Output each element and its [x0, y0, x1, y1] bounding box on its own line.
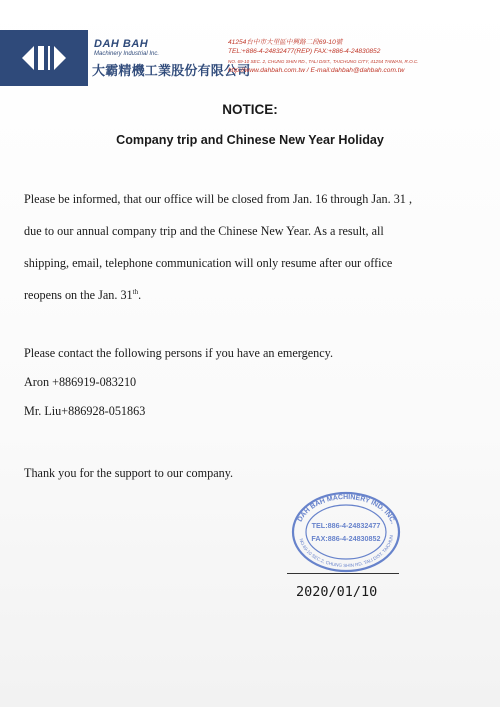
body-line-2: due to our annual company trip and the Chinese New Year. As a result, all: [24, 224, 384, 238]
notice-subtitle: Company trip and Chinese New Year Holiday: [116, 133, 384, 147]
notice-date: 2020/01/10: [296, 584, 378, 600]
seal-fax: FAX:886-4-24830852: [311, 534, 381, 543]
company-name-en: DAH BAH: [94, 38, 149, 50]
company-seal-stamp: [290, 490, 402, 574]
company-subtitle: Machinery Industrial Inc.: [94, 51, 160, 57]
company-name-cn: 大霸精機工業股份有限公司: [92, 64, 251, 79]
notice-title: NOTICE:: [222, 102, 278, 117]
address-en: NO. 69-10 SEC. 2, CHUNG SHIN RD., TALI DIST., TAICHUNG CITY, 41254 TAIWAN, R.O.C.: [228, 58, 419, 64]
letterhead-contact: [228, 38, 490, 76]
body-line-4-text: reopens on the Jan. 31: [24, 288, 133, 303]
closing-text: Thank you for the support to our company.: [24, 466, 234, 480]
db-logo-icon: [18, 42, 70, 74]
tel-fax: TEL:+886-4-24832477(REP) FAX:+886-4-24830852: [228, 48, 381, 56]
seal-ring-text: DAH BAH MACHINERY IND. INC.: [296, 494, 397, 525]
company-logo: [0, 30, 88, 86]
body-line-4: [24, 288, 141, 303]
web-email: http://www.dahbah.com.tw / E-mail:dahbah@dahbah.com.tw: [228, 67, 405, 75]
body-line-1: Please be informed, that our office will be closed from Jan. 16 through Jan. 31 ,: [24, 192, 412, 206]
ordinal-suffix: th: [132, 288, 139, 296]
contact-liu: Mr. Liu+886928-051863: [24, 404, 146, 418]
signature-line: [287, 573, 399, 574]
emergency-text: Please contact the following persons if you have an emergency.: [24, 346, 333, 360]
contact-aron: Aron +886919-083210: [24, 375, 137, 389]
letterhead: [0, 30, 500, 86]
seal-address-text: NO.69-10 SEC.2, CHUNG SHIN RD. TALI DIST. TAICHUN: [298, 534, 395, 569]
seal-tel: TEL:886-4-24832477: [311, 521, 381, 530]
body-line-3: shipping, email, telephone communication will only resume after our office: [24, 256, 393, 270]
address-cn: 41254台中市大里區中興路二段69-10號: [228, 39, 343, 46]
body-line-4-end: .: [138, 288, 142, 303]
